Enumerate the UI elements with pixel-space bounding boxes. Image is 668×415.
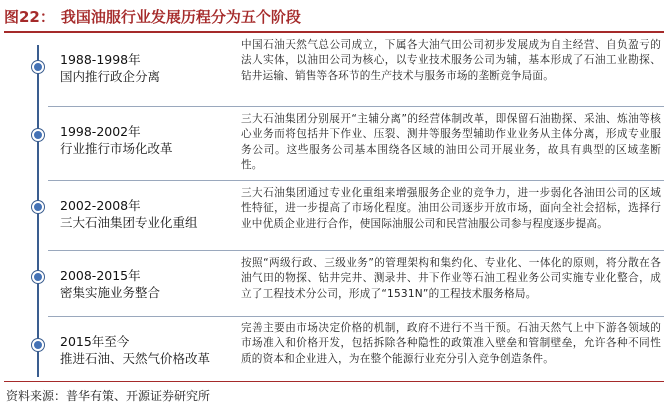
timeline-dot bbox=[32, 61, 44, 73]
stage-1988-1998 bbox=[4, 33, 664, 105]
stage-1998-2002 bbox=[4, 107, 664, 179]
stage-label bbox=[60, 333, 238, 367]
figure-number: 图22： bbox=[4, 8, 55, 26]
stage-description: 中国石油天然气总公司成立，下属各大油气田公司初步发展成为自主经营、自负盈亏的法人实体，以油田公司为核心，以专业技术服务公司为辅，基本形成了石油工业勘探、钻井运输、销售等各环节的生产技术与服务市场的垄断竞争局面。 bbox=[241, 39, 661, 82]
timeline-dot bbox=[32, 271, 44, 283]
stage-2002-2008 bbox=[4, 181, 664, 249]
figure-title-text: 我国油服行业发展历程分为五个阶段 bbox=[60, 8, 301, 26]
stage-name: 国内推行政企分离 bbox=[60, 69, 161, 84]
timeline-dot bbox=[32, 339, 44, 351]
stage-2015-present bbox=[4, 317, 664, 379]
stage-description: 三大石油集团通过专业化重组来增强服务企业的竞争力，进一步弱化各油田公司的区域性特征，进一步提高了市场化程度。油田公司逐步开放市场，面向全社会招标，选择行业中优质企业进行合作，使国际油服公司和民营油服公司参与程度逐步提高。 bbox=[241, 187, 661, 230]
timeline-dot bbox=[32, 129, 44, 141]
stage-name: 密集实施业务整合 bbox=[60, 285, 161, 300]
figure-title bbox=[4, 4, 664, 30]
stage-period: 2008-2015年 bbox=[60, 268, 141, 283]
stage-period: 1998-2002年 bbox=[60, 124, 141, 139]
stage-period: 2015年至今 bbox=[60, 334, 130, 349]
stage-description: 完善主要由市场决定价格的机制，政府不进行不当干预。石油天然气上中下游各领域的市场准入和价格开发，包括拆除各种隐性的政策准入壁垒和管制壁垒，允许各种不同性质的资本和企业进入，为在整个能源行业充分引入竞争创造条件。 bbox=[241, 322, 661, 365]
stage-name: 三大石油集团专业化重组 bbox=[60, 215, 198, 230]
stage-label bbox=[60, 197, 238, 231]
stage-name: 行业推行市场化改革 bbox=[60, 141, 173, 156]
stage-2008-2015 bbox=[4, 251, 664, 319]
stage-period: 2002-2008年 bbox=[60, 198, 141, 213]
stage-label bbox=[60, 51, 238, 85]
stage-name: 推进石油、天然气价格改革 bbox=[60, 351, 211, 366]
stage-description: 按照“两级行政、三级业务”的管理架构和集约化、专业化、一体化的原则，将分散在各油气田的物探、钻井完井、测录井、井下作业等石油工程业务公司实施专业化整合，成立了工程技术分公司，形成了“1531N”的工程技术服务格局。 bbox=[241, 257, 661, 300]
timeline bbox=[4, 33, 664, 379]
stage-label bbox=[60, 123, 238, 157]
source-rule bbox=[4, 381, 664, 382]
stage-label bbox=[60, 267, 238, 301]
stage-period: 1988-1998年 bbox=[60, 52, 141, 67]
stage-description: 三大石油集团分别展开“主辅分离”的经营体制改革，即保留石油勘探、采油、炼油等核心业务而将包括井下作业、压裂、测井等服务型辅助作业业务从主体分离，形成专业服务公司。这些服务公司基本围绕各区域的油田公司开展业务，故具有典型的区域垄断性。 bbox=[241, 113, 661, 171]
timeline-dot bbox=[32, 201, 44, 213]
source-note: 资料来源：普华有策、开源证券研究所 bbox=[6, 389, 211, 403]
